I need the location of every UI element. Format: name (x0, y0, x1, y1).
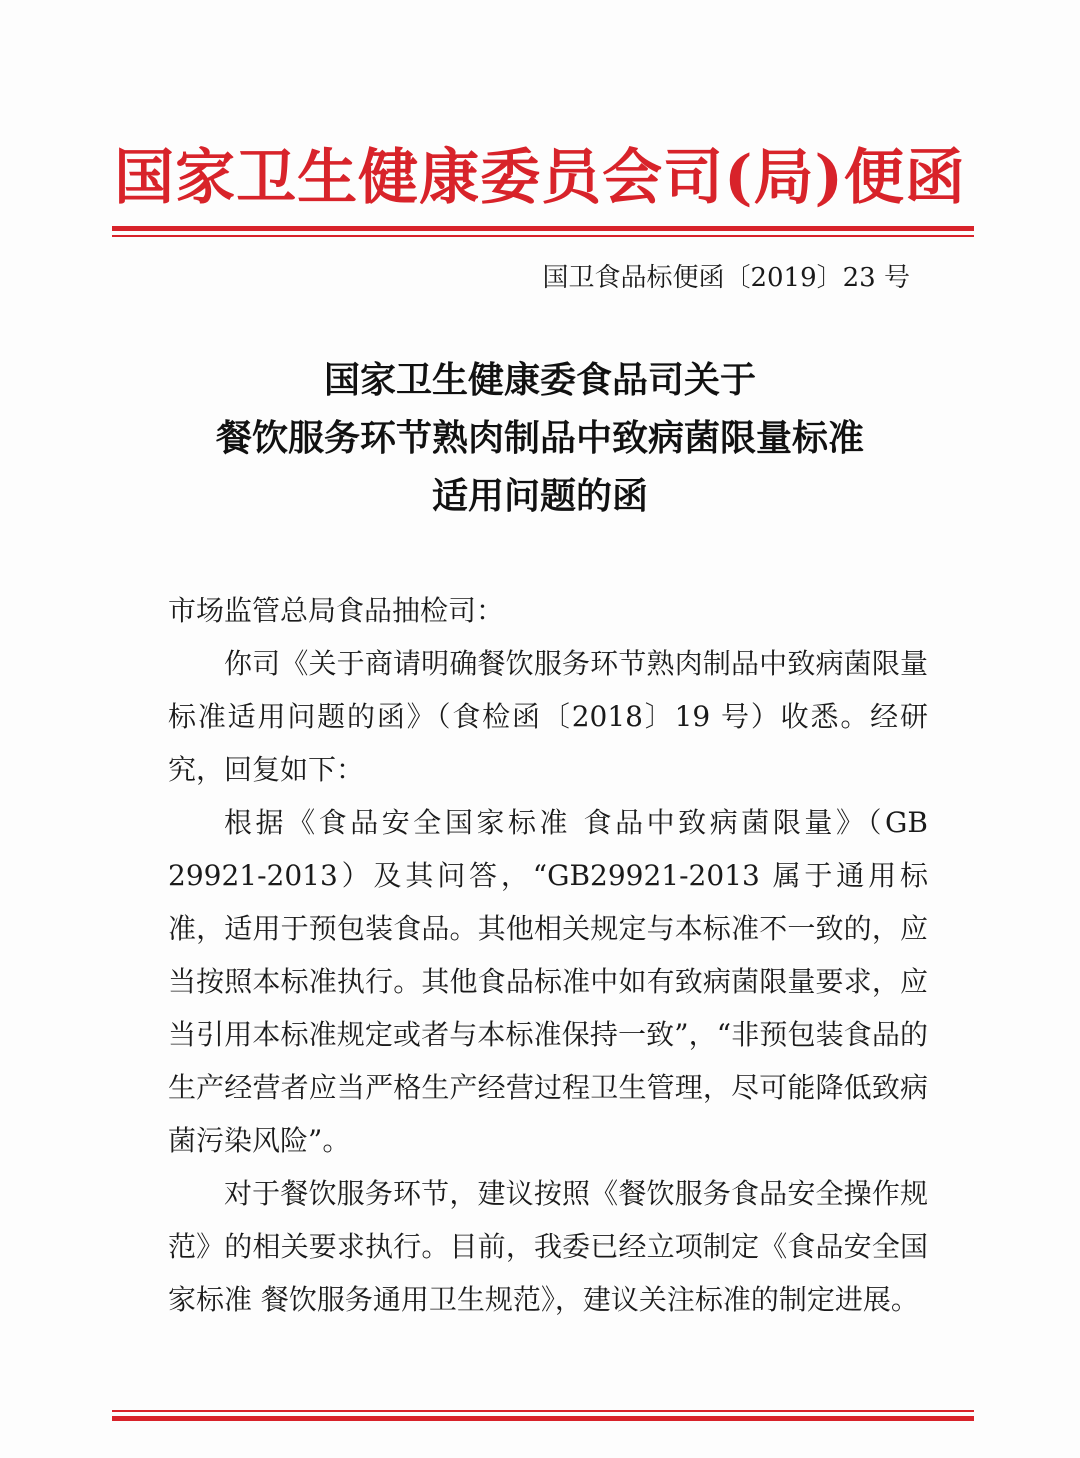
footer-rule-thin (112, 1410, 974, 1412)
letter-body (168, 584, 928, 1326)
document-number: 国卫食品标便函〔2019〕23 号 (542, 263, 910, 293)
paragraph-3: 对于餐饮服务环节，建议按照《餐饮服务食品安全操作规范》的相关要求执行。目前，我委已经立项制定《食品安全国家标准 餐饮服务通用卫生规范》，建议关注标准的制定进展。 (168, 1177, 928, 1316)
paragraph-2: 根据《食品安全国家标准 食品中致病菌限量》（GB 29921-2013）及其问答，“GB29921-2013 属于通用标准，适用于预包装食品。其他相关规定与本标准不一致的，应当按照本标准执行。其他食品标准中如有致病菌限量要求，应当引用本标准规定或者与本标准保持一致”，“非预包装食品的生产经营者应当严格生产经营过程卫生管理，尽可能降低致病菌污染风险”。 (168, 806, 928, 1157)
letterhead-title: 国家卫生健康委员会司(局)便函 (114, 143, 966, 213)
paragraph-1: 你司《关于商请明确餐饮服务环节熟肉制品中致病菌限量标准适用问题的函》（食检函〔2018〕19 号）收悉。经研究，回复如下： (168, 647, 928, 786)
salutation: 市场监管总局食品抽检司： (168, 594, 505, 627)
letterhead-rule-thick (112, 226, 974, 231)
letterhead-rule-thin (112, 235, 974, 237)
document-title-line-3: 适用问题的函 (431, 476, 648, 517)
footer-rule-thick (112, 1416, 974, 1421)
document-title-line-2: 餐饮服务环节熟肉制品中致病菌限量标准 (215, 418, 864, 459)
document-title-line-1: 国家卫生健康委食品司关于 (323, 360, 756, 401)
